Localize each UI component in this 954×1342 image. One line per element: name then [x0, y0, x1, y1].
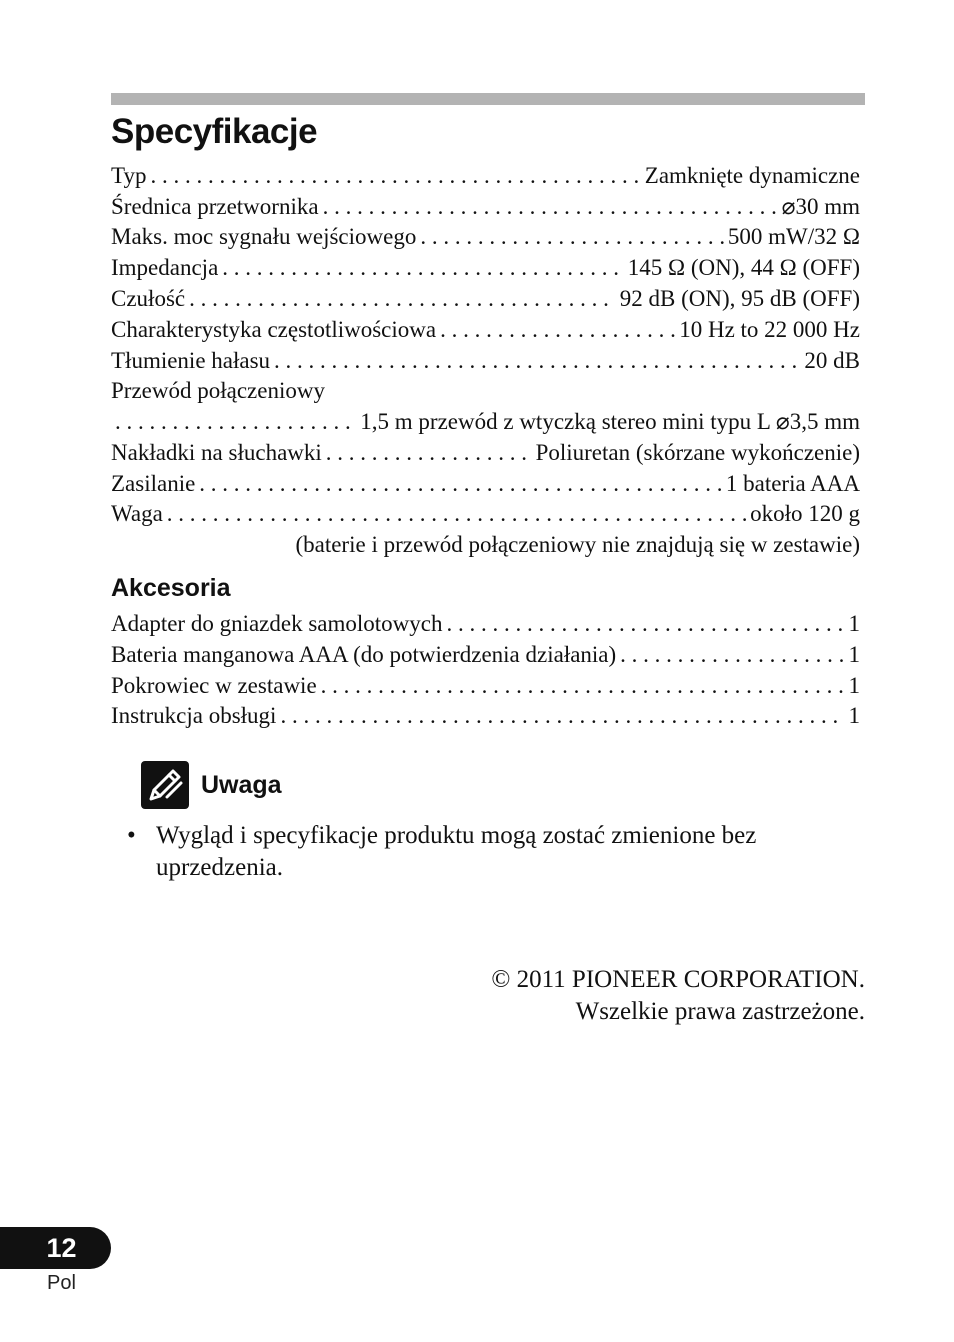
spec-row [111, 499, 860, 529]
spec-value: Poliuretan (skórzane wykończenie) [535, 440, 860, 465]
accessory-label: Bateria manganowa AAA (do potwierdzenia działania) [111, 642, 617, 667]
page-number: 12 [46, 1233, 77, 1263]
spec-label: Zasilanie [111, 471, 196, 496]
accessory-count: 1 [848, 673, 860, 698]
dot-leader [189, 284, 616, 314]
spec-row [111, 222, 860, 252]
accessory-row [111, 640, 860, 670]
dot-leader [321, 671, 845, 701]
copyright-line: © 2011 PIONEER CORPORATION. [491, 966, 865, 993]
dot-leader [323, 192, 778, 222]
accessory-count: 1 [848, 611, 860, 636]
spec-label: Nakładki na słuchawki [111, 440, 322, 465]
spec-value: około 120 g [750, 501, 860, 526]
spec-row [111, 315, 860, 345]
header-rule [111, 93, 865, 105]
rights-line: Wszelkie prawa zastrzeżone. [575, 998, 865, 1025]
accessory-row [111, 671, 860, 701]
dot-leader [150, 161, 640, 191]
dot-leader [274, 346, 800, 376]
note-text: Wygląd i specyfikacje produktu mogą zostać zmienione bez uprzedzenia. [156, 822, 757, 881]
language-label: Pol [47, 1272, 76, 1294]
spec-row [111, 438, 860, 468]
dot-leader [280, 701, 844, 731]
spec-row [111, 161, 860, 191]
spec-label: Waga [111, 501, 163, 526]
page-title: Specyfikacje [111, 112, 318, 151]
accessory-label: Adapter do gniazdek samolotowych [111, 611, 443, 636]
spec-label: Przewód połączeniowy [111, 378, 325, 403]
spec-value: 10 Hz to 22 000 Hz [679, 317, 860, 342]
spec-row [111, 346, 860, 376]
accessory-label: Instrukcja obsługi [111, 703, 277, 728]
dot-leader [167, 499, 746, 529]
dot-leader [447, 609, 845, 639]
spec-label: Czułość [111, 286, 186, 311]
accessory-label: Pokrowiec w zestawie [111, 673, 317, 698]
note-heading: Uwaga [201, 771, 282, 799]
spec-value: 92 dB (ON), 95 dB (OFF) [619, 286, 860, 311]
spec-value: 500 mW/32 Ω [727, 224, 860, 249]
dot-leader [199, 469, 722, 499]
accessory-row [111, 609, 860, 639]
spec-value: Zamknięte dynamiczne [644, 163, 860, 188]
spec-label: Typ [111, 163, 147, 188]
spec-label: Maks. moc sygnału wejściowego [111, 224, 417, 249]
spec-label: Charakterystyka częstotliwościowa [111, 317, 437, 342]
bullet-marker: • [127, 822, 136, 849]
dot-leader [420, 222, 724, 252]
accessory-row [111, 701, 860, 731]
spec-label: Średnica przetwornika [111, 194, 319, 219]
dot-leader [326, 438, 532, 468]
spec-row [111, 192, 860, 222]
dot-leader [620, 640, 844, 670]
spec-label: Impedancja [111, 255, 219, 280]
accessory-count: 1 [848, 703, 860, 728]
spec-value: 1 bateria AAA [725, 471, 860, 496]
spec-row [111, 469, 860, 499]
spec-value: 20 dB [804, 348, 860, 373]
spec-value: ⌀30 mm [781, 194, 860, 219]
dot-leader [222, 253, 623, 283]
spec-value: 145 Ω (ON), 44 Ω (OFF) [627, 255, 860, 280]
weight-note: (baterie i przewód połączeniowy nie znajdują się w zestawie) [295, 532, 860, 557]
accessory-count: 1 [848, 642, 860, 667]
spec-row [111, 284, 860, 314]
spec-label: Tłumienie hałasu [111, 348, 271, 373]
spec-row [111, 253, 860, 283]
dot-leader [440, 315, 675, 345]
spec-row [111, 407, 860, 437]
pencil-note-icon [141, 761, 189, 809]
accessories-heading: Akcesoria [111, 574, 231, 602]
dot-leader [115, 407, 356, 437]
spec-value: 1,5 m przewód z wtyczką stereo mini typu L ⌀3,5 mm [360, 409, 860, 434]
page-number-badge [0, 1227, 111, 1269]
